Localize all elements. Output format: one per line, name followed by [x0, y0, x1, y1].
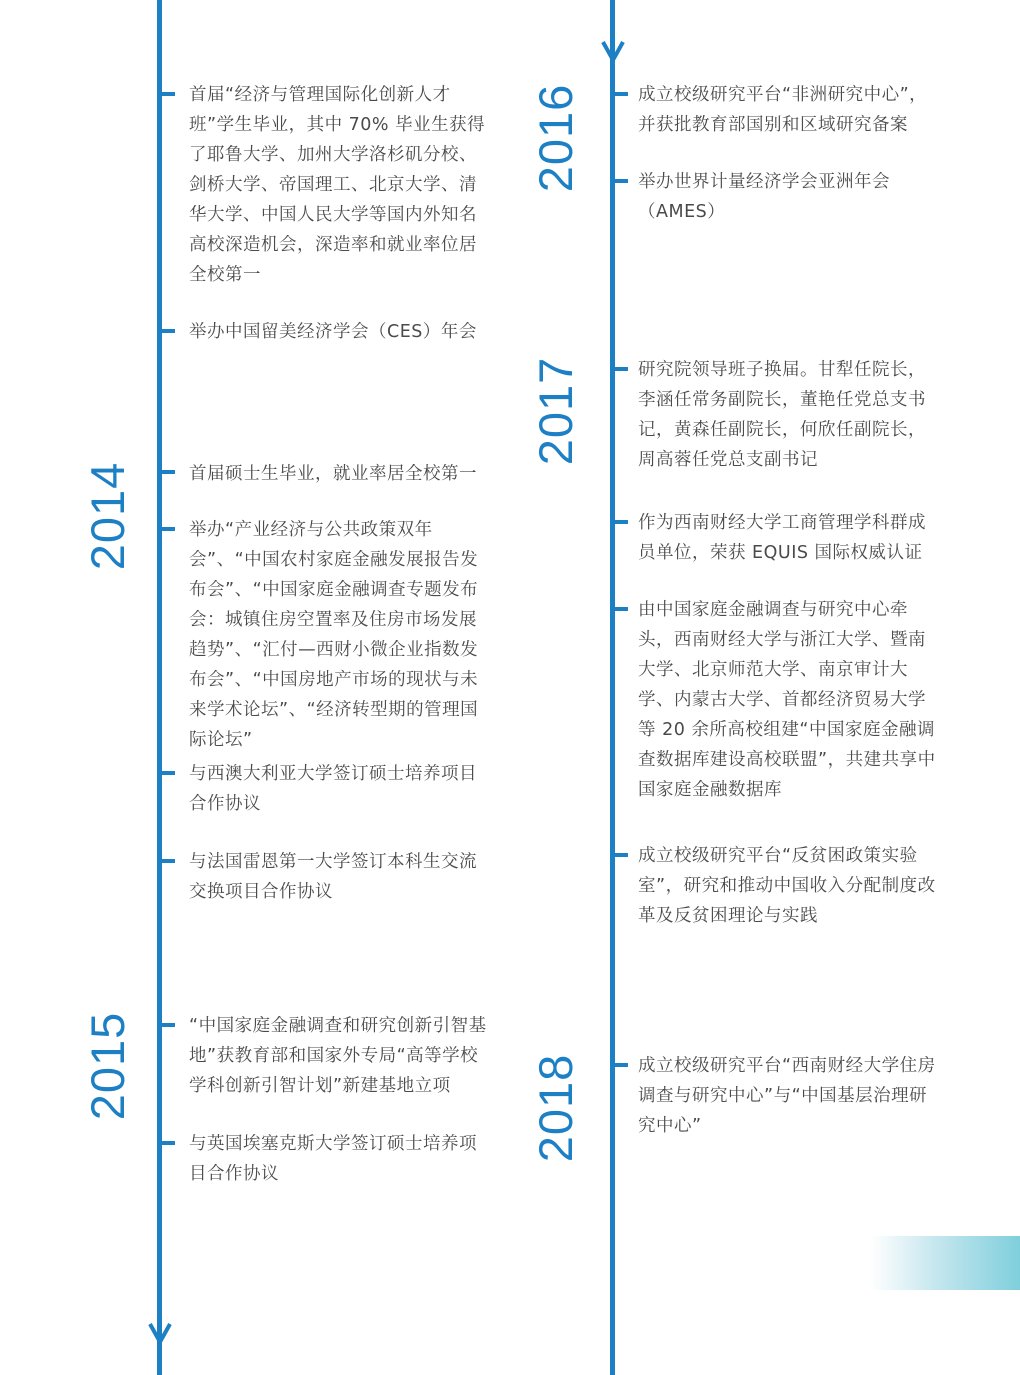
- timeline-tick: [615, 607, 628, 611]
- timeline-entry: 举办世界计量经济学会亚洲年会（AMES）: [638, 172, 890, 222]
- timeline-entry: 研究院领导班子换届。甘犁任院长，李涵任常务副院长，董艳任党总支书记，黄森任副院长，何欣任副院长，周高蓉任党总支副书记: [638, 360, 926, 470]
- arrow-down-icon: [147, 1318, 173, 1348]
- timeline-entry: 作为西南财经大学工商管理学科群成员单位，荣获 EQUIS 国际权威认证: [638, 513, 926, 563]
- timeline-entry: 首届硕士生毕业，就业率居全校第一: [189, 464, 477, 484]
- timeline-tick: [162, 1023, 175, 1027]
- timeline-entry: 举办“产业经济与公共政策双年会”、“中国农村家庭金融发展报告发布会”、“中国家庭金融调查专题发布会：城镇住房空置率及住房市场发展趋势”、“汇付—西财小微企业指数发布会”、“中国房地产市场的现状与未来学术论坛”、“经济转型期的管理国际论坛”: [189, 520, 479, 750]
- timeline-tick: [162, 329, 175, 333]
- timeline-tick: [615, 179, 628, 183]
- timeline-tick: [162, 771, 175, 775]
- year-label-2014: 2014: [81, 461, 134, 571]
- timeline-axis-left: [157, 0, 162, 1375]
- timeline-entry: 成立校级研究平台“西南财经大学住房调查与研究中心”与“中国基层治理研究中心”: [638, 1056, 936, 1136]
- timeline-entry: 由中国家庭金融调查与研究中心牵头，西南财经大学与浙江大学、暨南大学、北京师范大学、南京审计大学、内蒙古大学、首都经济贸易大学等 20 余所高校组建“中国家庭金融调查数据库建设高校联盟”，共建共享中国家庭金融数据库: [638, 600, 936, 800]
- timeline-entry: 举办中国留美经济学会（CES）年会: [189, 322, 477, 342]
- timeline-tick: [615, 520, 628, 524]
- year-label-2018: 2018: [529, 1053, 582, 1163]
- timeline-entry: 与西澳大利亚大学签订硕士培养项目合作协议: [189, 764, 477, 814]
- year-label-2015: 2015: [81, 1011, 134, 1121]
- timeline-entry: “中国家庭金融调查和研究创新引智基地”获教育部和国家外专局“高等学校学科创新引智计划”新建基地立项: [189, 1016, 487, 1096]
- timeline-tick: [615, 853, 628, 857]
- year-label-2017: 2017: [529, 356, 582, 466]
- arrow-down-icon: [600, 36, 626, 66]
- timeline-tick: [162, 527, 175, 531]
- timeline-entry: 与法国雷恩第一大学签订本科生交流交换项目合作协议: [189, 852, 477, 902]
- timeline-tick: [162, 859, 175, 863]
- year-label-2016: 2016: [529, 83, 582, 193]
- timeline-tick: [615, 1063, 628, 1067]
- timeline-entry: 首届“经济与管理国际化创新人才班”学生毕业，其中 70% 毕业生获得了耶鲁大学、加州大学洛杉矶分校、剑桥大学、帝国理工、北京大学、清华大学、中国人民大学等国内外知名高校深造机会，深造率和就业率位居全校第一: [189, 85, 486, 285]
- decorative-gradient-bar: [870, 1236, 1020, 1290]
- timeline-entry: 成立校级研究平台“非洲研究中心”，并获批教育部国别和区域研究备案: [638, 85, 928, 135]
- timeline-tick: [162, 1141, 175, 1145]
- timeline-tick: [162, 92, 175, 96]
- timeline-entry: 与英国埃塞克斯大学签订硕士培养项目合作协议: [189, 1134, 477, 1184]
- timeline-tick: [615, 367, 628, 371]
- timeline-tick: [162, 470, 175, 474]
- timeline-tick: [615, 92, 628, 96]
- timeline-entry: 成立校级研究平台“反贫困政策实验室”，研究和推动中国收入分配制度改革及反贫困理论与实践: [638, 846, 936, 926]
- timeline-axis-right: [610, 0, 615, 1375]
